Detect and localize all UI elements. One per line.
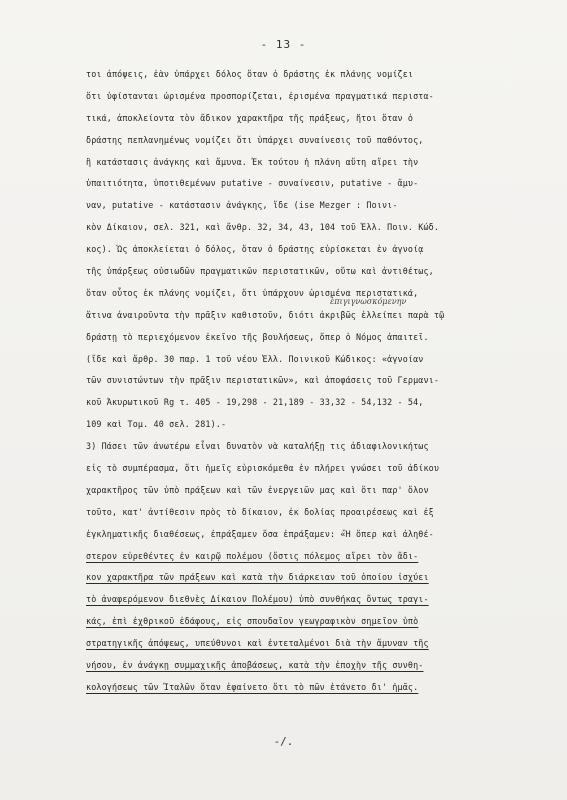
- text-line: δράστης πεπλανημένως νομίζει ὅτι ὑπάρχει συναίνεσις τοῦ παθόντος,: [86, 134, 424, 145]
- text-line: κος). Ὡς ἀποκλείεται ὁ δόλος, ὅταν ὁ δράστης εὑρίσκεται ἐν ἀγνοίᾳ: [86, 244, 424, 255]
- text-line: τῶν συνιστώντων τὴν πρᾶξιν περιστατικῶν», καὶ ἀποφάσεις τοῦ Γερμανι-: [86, 375, 440, 386]
- text-line: ὅταν οὗτος ἐκ πλάνης νομίζει, ὅτι ὑπάρχουν ὡρισμένα περιστατικά,: [86, 287, 419, 298]
- text-line: 3) Πάσει τῶν ἀνωτέρω εἶναι δυνατὸν νὰ καταλήξῃ τις ἀδιαφιλονικήτως: [86, 441, 429, 452]
- text-line: ὑπαιτιότητα, ὑποτιθεμένων putative - συναίνεσιν, putative - ἄμυ-: [86, 178, 419, 189]
- text-line: τικά, ἀποκλείοντα τὸν ἄδικον χαρακτῆρα τῆς πράξεως, ἤτοι ὅταν ὁ: [86, 112, 414, 123]
- text-line: τοι ἀπόψεις, ἐὰν ὑπάρχει δόλος ὅταν ὁ δράστης ἐκ πλάνης νομίζει: [86, 69, 414, 79]
- document-body: [86, 64, 546, 699]
- underlined-text-line: στρατηγικῆς ἀπόψεως, υπεύθυνοι καὶ ἐντεταλμένοι διὰ τὴν ἄμυναν τῆς: [86, 638, 429, 649]
- underlined-text-line: τὸ ἀναφερόμενον διεθνὲς Δίκαιον Πολέμου) ὑπὸ συνθήκας ὄντως τραγι-: [86, 594, 429, 605]
- text-line: εἰς τὸ συμπέρασμα, ὅτι ἡμεῖς εὑρισκόμεθα ἐν πλήρει γνώσει τοῦ ἀδίκου: [86, 463, 440, 474]
- continuation-mark: -/.: [273, 735, 294, 748]
- text-line: ἢ κατάστασις ἀνάγκης καὶ ἄμυνα. Ἐκ τούτου ἡ πλάνη αὕτη αἴρει τὴν: [86, 156, 419, 167]
- handwritten-interlinear-note: ἐπιγιγνωσκόμενην: [330, 297, 407, 306]
- text-line: τοῦτο, κατ' ἀντίθεσιν πρὸς τὸ δίκαιον, ἐκ δολίας προαιρέσεως καὶ ἐξ: [86, 506, 434, 517]
- text-line: ὅτι ὑφίστανται ὡρισμένα προσπορίζεται, ἐρισμένα πραγματικά περιστα-: [86, 90, 434, 101]
- text-line: ἅτινα ἀναιροῦντα τὴν πρᾶξιν καθιστοῦν, διότι ἀκριβῶς ἐλλείπει παρὰ τῷ: [86, 309, 445, 320]
- text-line: ἐγκληματικῆς διαθέσεως, ἐπράξαμεν ὅσα ἐπράξαμεν: «Ἢ ὅπερ καὶ ἀληθέ-: [86, 528, 434, 539]
- text-line: ναν, putative - κατάστασιν ἀνάγκης, ἴδε (ise Mezger : Ποινι-: [86, 200, 398, 211]
- text-line: κὸν Δίκαιον, σελ. 321, καὶ ἄνθρ. 32, 34, 43, 104 τοῦ Ἑλλ. Ποιν. Κώδ.: [86, 222, 440, 233]
- underlined-text-line: νήσου, ἐν ἀνάγκῃ συμμαχικῆς ἀποβάσεως, κατὰ τὴν ἐποχὴν τῆς συνθη-: [86, 660, 424, 671]
- underlined-text-line: στερον εὑρεθέντες ἐν καιρῷ πολέμου (ὅστις πόλεμος αἴρει τὸν ἄδι-: [86, 550, 419, 561]
- text-line: κοῦ Ἀκυρωτικοῦ Rg τ. 405 - 19,298 - 21,189 - 33,32 - 54,132 - 54,: [86, 397, 424, 408]
- underlined-text-line: κάς, ἐπὶ ἐχθρικοῦ ἐδάφους, εἰς σπουδαῖον γεωγραφικὸν σημεῖον ὑπὸ: [86, 616, 419, 627]
- underlined-text-line: κολογήσεως τῶν Ἰταλῶν ὅταν ἐφαίνετο ὅτι τὸ πῶν ἐτάνετο δι' ἡμᾶς.: [86, 681, 419, 692]
- text-line: 109 καὶ Τομ. 40 σελ. 281).-: [86, 419, 227, 430]
- underlined-text-line: κον χαρακτῆρα τῶν πράξεων καὶ κατὰ τὴν διάρκειαν τοῦ ὁποίου ἰσχύει: [86, 572, 429, 583]
- text-line: τῆς ὑπάρξεως οὐσιωδῶν πραγματικῶν περιστατικῶν, οὕτω καὶ ἀντιθέτως,: [86, 266, 434, 277]
- text-line: (ἴδε καὶ ἄρθρ. 30 παρ. 1 τοῦ νέου Ἑλλ. Ποινικοῦ Κώδικος: «ἀγνοίαν: [86, 353, 424, 364]
- text-line: χαρακτῆρος τῶν ὑπὸ πράξεων καὶ τῶν ἐνεργειῶν μας καὶ ὅτι παρ' ὅλον: [86, 484, 429, 495]
- text-line: δράστῃ τὸ περιεχόμενον ἐκεῖνο τῆς βουλήσεως, ὅπερ ὁ Νόμος ἀπαιτεῖ.: [86, 331, 429, 342]
- page-number: - 13 -: [260, 38, 307, 51]
